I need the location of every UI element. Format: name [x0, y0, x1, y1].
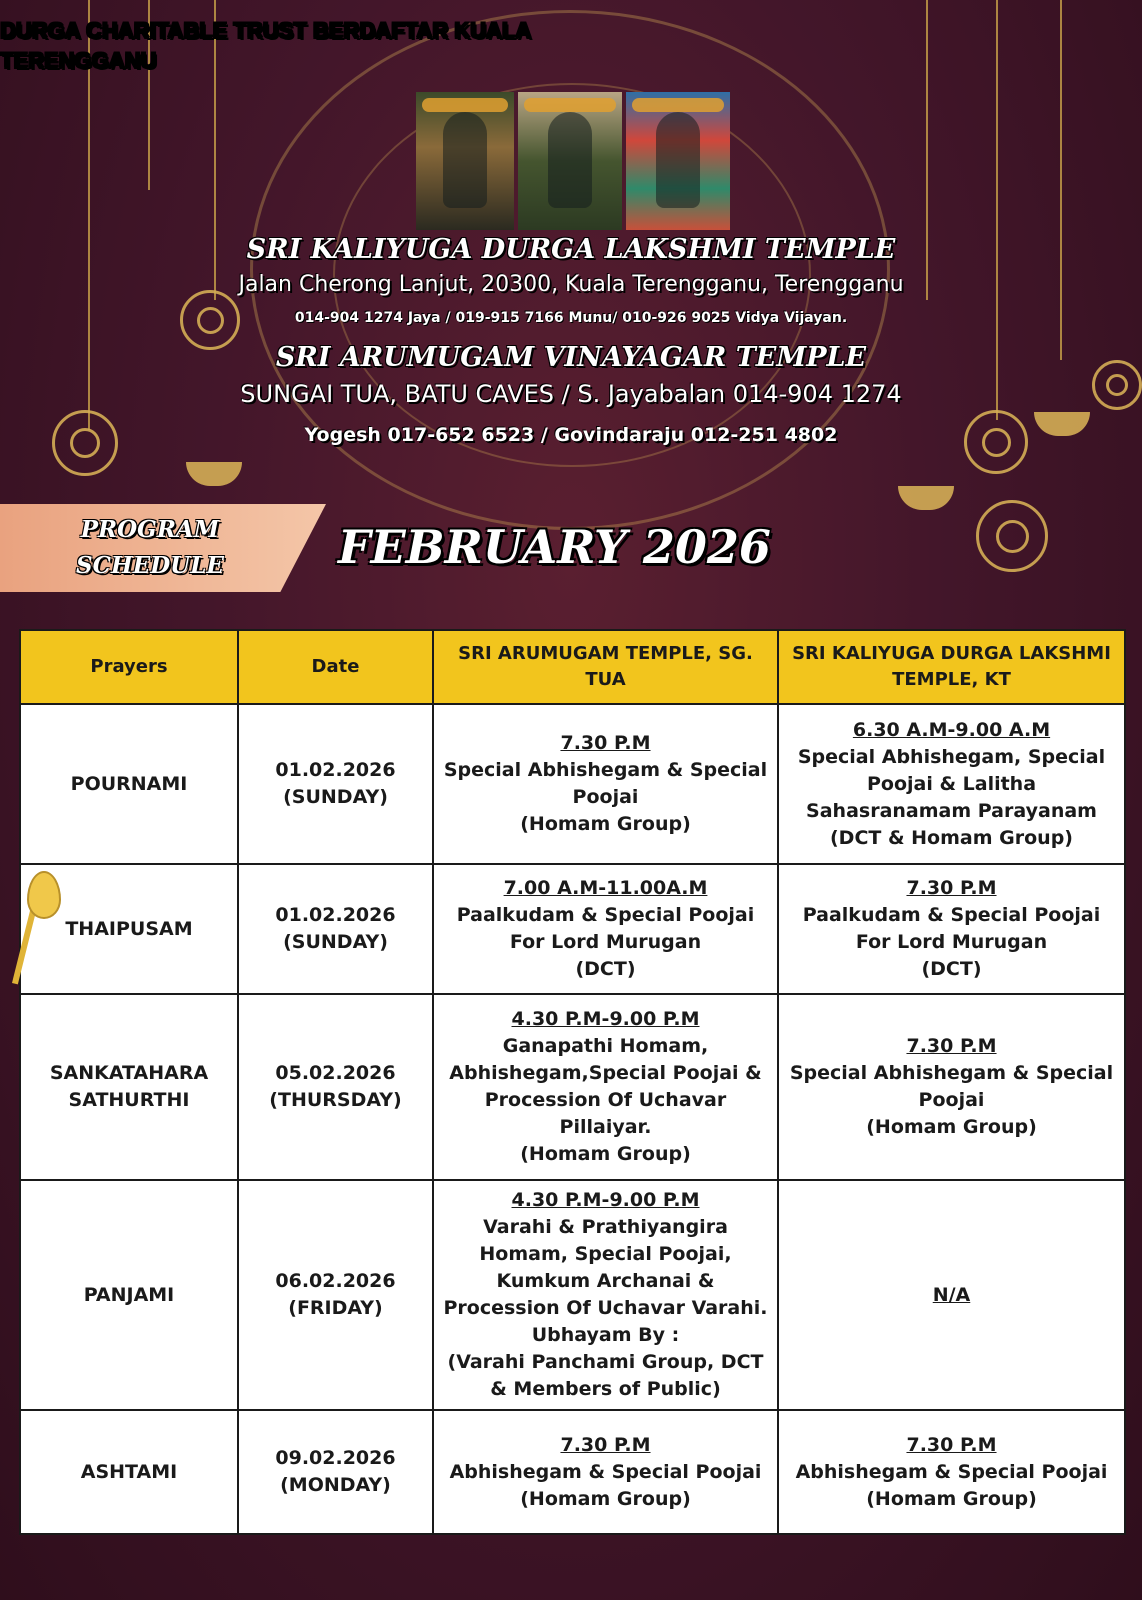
- table-row: [20, 1410, 1125, 1534]
- date-cell: [238, 864, 433, 994]
- arumugam-cell: [433, 1410, 778, 1534]
- vel-head-icon: [27, 871, 61, 919]
- kaliyuga-desc: Paalkudam & Special Poojai For Lord Murugan (DCT): [802, 904, 1101, 980]
- day-value: (SUNDAY): [283, 931, 388, 953]
- deity-photo-1: [416, 92, 514, 230]
- arumugam-desc: Ganapathi Homam, Abhishegam,Special Poojai & Procession Of Uchavar Pillaiyar. (Homam Group): [449, 1035, 762, 1165]
- trust-name-line1: DURGA CHARITABLE TRUST BERDAFTAR KUALA: [0, 18, 532, 43]
- table-row: [20, 704, 1125, 864]
- arumugam-desc: Abhishegam & Special Poojai (Homam Group): [449, 1460, 762, 1510]
- trust-name-line2: TERENGGANU: [0, 48, 157, 73]
- arumugam-cell: [433, 864, 778, 994]
- kaliyuga-cell: [778, 994, 1125, 1180]
- header-kaliyuga-temple: SRI KALIYUGA DURGA LAKSHMI TEMPLE, KT: [778, 630, 1125, 704]
- temple2-phones: Yogesh 017-652 6523 / Govindaraju 012-251 4802: [304, 424, 838, 446]
- program-schedule-label: [40, 512, 260, 584]
- kaliyuga-desc: Special Abhishegam & Special Poojai (Homam Group): [789, 1062, 1114, 1138]
- trust-name: [0, 16, 1142, 76]
- header-prayers: Prayers: [20, 630, 238, 704]
- date-cell: [238, 1410, 433, 1534]
- kaliyuga-time: 7.30 P.M: [906, 1035, 997, 1057]
- temple1-address: Jalan Cherong Lanjut, 20300, Kuala Terengganu, Terengganu: [238, 272, 904, 297]
- kaliyuga-cell: [778, 864, 1125, 994]
- arumugam-desc: Varahi & Prathiyangira Homam, Special Poojai, Kumkum Archanai & Procession Of Uchavar Varahi. Ubhayam By : (Varahi Panchami Group, DCT & Members of Public): [443, 1216, 768, 1400]
- arumugam-time: 4.30 P.M-9.00 P.M: [511, 1189, 700, 1211]
- date-value: 05.02.2026: [275, 1062, 396, 1084]
- arumugam-cell: [433, 994, 778, 1180]
- arumugam-desc: Paalkudam & Special Poojai For Lord Murugan (DCT): [456, 904, 755, 980]
- kaliyuga-desc: Special Abhishegam, Special Poojai & Lalitha Sahasranamam Parayanam (DCT & Homam Group): [797, 745, 1106, 849]
- header-date: Date: [238, 630, 433, 704]
- day-value: (THURSDAY): [269, 1089, 402, 1111]
- day-value: (MONDAY): [280, 1474, 391, 1496]
- arumugam-desc: Special Abhishegam & Special Poojai (Homam Group): [443, 759, 768, 835]
- table-row: [20, 864, 1125, 994]
- table-row: [20, 994, 1125, 1180]
- deity-photo-3: [626, 92, 730, 230]
- date-value: 01.02.2026: [275, 904, 396, 926]
- kaliyuga-time: N/A: [932, 1283, 971, 1306]
- deity-photos: [416, 92, 730, 230]
- kaliyuga-cell: [778, 1410, 1125, 1534]
- kaliyuga-time: 7.30 P.M: [906, 1433, 997, 1456]
- temple2-address: SUNGAI TUA, BATU CAVES / S. Jayabalan 014-904 1274: [240, 380, 902, 408]
- day-value: (FRIDAY): [288, 1297, 383, 1319]
- kaliyuga-cell: [778, 704, 1125, 864]
- temple1-phones: 014-904 1274 Jaya / 019-915 7166 Munu/ 010-926 9025 Vidya Vijayan.: [294, 310, 848, 326]
- date-cell: [238, 704, 433, 864]
- arumugam-time: 7.30 P.M: [560, 732, 651, 754]
- deity-photo-2: [518, 92, 622, 230]
- month-title: FEBRUARY 2026: [338, 520, 771, 574]
- prayer-cell-thaipusam: [20, 864, 238, 994]
- prayer-name: SANKATAHARA SATHURTHI: [20, 994, 238, 1180]
- date-cell: [238, 994, 433, 1180]
- kaliyuga-cell: [778, 1180, 1125, 1410]
- prayer-name: PANJAMI: [20, 1180, 238, 1410]
- oil-lamp-ornament: [186, 462, 242, 486]
- arumugam-time: 7.30 P.M: [560, 1433, 651, 1456]
- ribbon-line1: PROGRAM: [80, 516, 220, 543]
- date-value: 06.02.2026: [275, 1270, 396, 1292]
- temple1-name: SRI KALIYUGA DURGA LAKSHMI TEMPLE: [246, 234, 896, 265]
- day-value: (SUNDAY): [283, 786, 388, 808]
- medallion-ornament: [976, 500, 1048, 572]
- date-cell: [238, 1180, 433, 1410]
- arumugam-cell: [433, 704, 778, 864]
- prayer-name: THAIPUSAM: [65, 917, 193, 940]
- date-value: 01.02.2026: [275, 759, 396, 781]
- oil-lamp-ornament: [898, 486, 954, 510]
- ribbon-line2: SCHEDULE: [76, 552, 224, 579]
- header-arumugam-temple: SRI ARUMUGAM TEMPLE, SG. TUA: [433, 630, 778, 704]
- arumugam-cell: [433, 1180, 778, 1410]
- arumugam-time: 4.30 P.M-9.00 P.M: [511, 1008, 700, 1030]
- table-row: [20, 1180, 1125, 1410]
- schedule-table: [19, 629, 1126, 1535]
- kaliyuga-time: 6.30 A.M-9.00 A.M: [852, 718, 1051, 741]
- table-header-row: [20, 630, 1125, 704]
- prayer-name: POURNAMI: [20, 704, 238, 864]
- arumugam-time: 7.00 A.M-11.00A.M: [503, 877, 708, 899]
- mandala-ornament: [250, 10, 890, 530]
- kaliyuga-time: 7.30 P.M: [906, 877, 997, 899]
- prayer-name: ASHTAMI: [20, 1410, 238, 1534]
- kaliyuga-desc: Abhishegam & Special Poojai (Homam Group): [795, 1460, 1108, 1510]
- temple2-name: SRI ARUMUGAM VINAYAGAR TEMPLE: [275, 342, 867, 373]
- date-value: 09.02.2026: [275, 1447, 396, 1469]
